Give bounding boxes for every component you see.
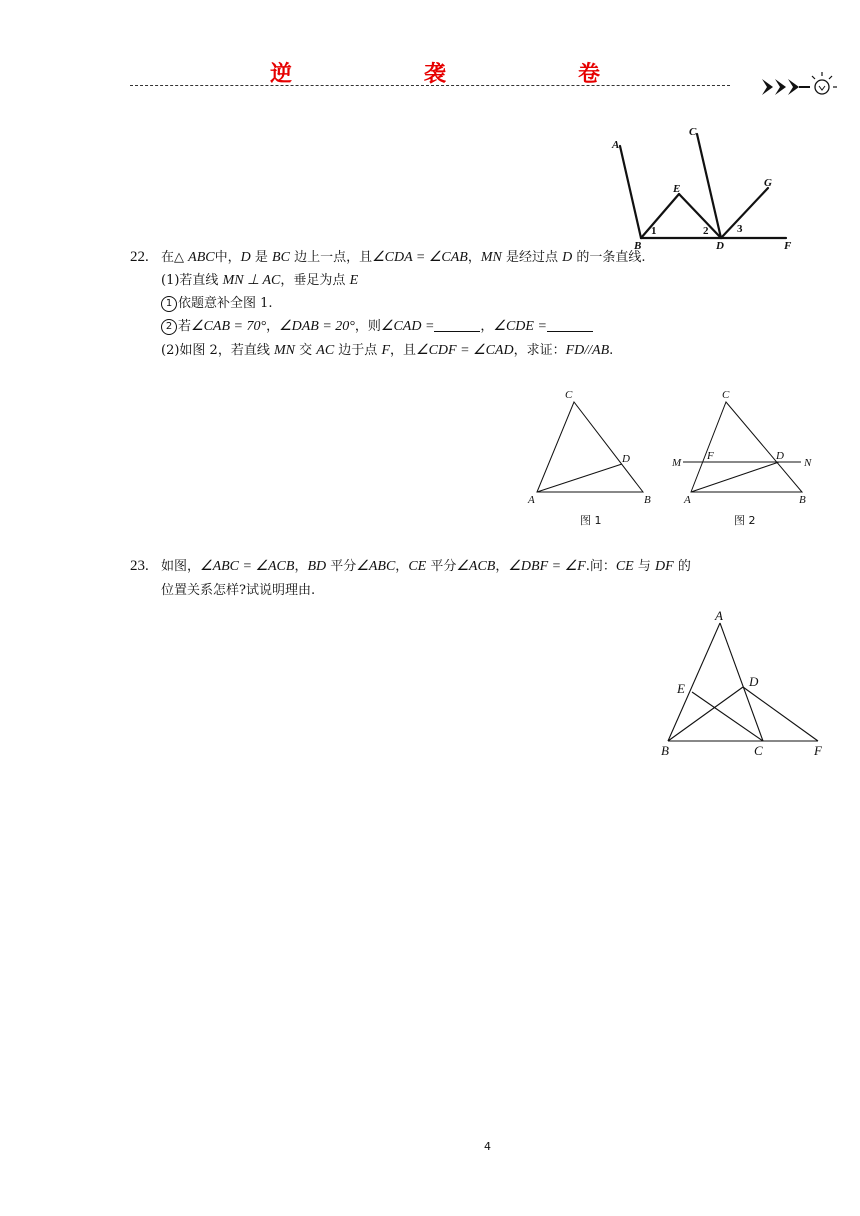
fig23-label-C: C xyxy=(754,743,763,758)
fig1-label-A: A xyxy=(528,494,535,506)
figure-q23 xyxy=(656,606,836,764)
q22-number: 22. xyxy=(130,249,149,265)
q22-l1-c: ABC xyxy=(188,250,215,265)
q22-p2-c: 交 xyxy=(299,343,313,358)
q23-line2: 位置关系怎样?试说明理由. xyxy=(161,583,316,598)
q22-l1-e: D xyxy=(240,250,251,265)
fig-top-label-F: F xyxy=(784,240,792,252)
page-number: 4 xyxy=(484,1140,491,1153)
q22-p2-g: ，且 xyxy=(390,343,417,358)
q22-p1-b: MN ⊥ AC xyxy=(222,273,281,288)
q22-p2-f: F xyxy=(381,343,391,358)
fig-top-label-1: 1 xyxy=(651,225,657,237)
header-title xyxy=(270,57,600,88)
q22-l1-h: 边上一点，且 xyxy=(294,250,373,265)
fig1-label-B: B xyxy=(644,494,651,506)
q22-line1 xyxy=(161,247,646,269)
fig23-label-A: A xyxy=(715,608,723,623)
q22-sub1 xyxy=(161,293,273,315)
q22-p2-i: ，求证： xyxy=(513,343,566,358)
fig1-label-C: C xyxy=(565,389,573,401)
q22-p1-a: (1)若直线 xyxy=(161,273,219,288)
q23-line1 xyxy=(161,556,691,578)
q23-l1-o: 与 xyxy=(637,559,651,574)
q22-part1 xyxy=(161,270,358,292)
q22-s2-c: ， xyxy=(266,319,280,334)
q22-l1-d: 中， xyxy=(214,250,241,265)
q23-number: 23. xyxy=(130,558,149,574)
fig-top-label-2: 2 xyxy=(703,225,709,237)
figure-1 xyxy=(520,383,660,531)
q22-l1-f: 是 xyxy=(254,250,268,265)
fig23-label-D: D xyxy=(749,674,759,689)
q23-l1-b: ∠ABC = ∠ACB xyxy=(200,559,295,574)
fig23-label-B: B xyxy=(661,743,669,758)
header-char-3: 卷 xyxy=(577,62,600,87)
fig1-caption: 图 1 xyxy=(580,514,602,527)
fig2-label-C: C xyxy=(722,389,730,401)
circled-number-2: 2 xyxy=(161,319,177,335)
q23-l1-j: ∠ACB xyxy=(456,559,496,574)
q22-s2-h: ∠CDE = xyxy=(493,319,547,334)
q23-l1-p: DF xyxy=(655,559,674,574)
q22-l1-n: 的一条直线. xyxy=(576,250,646,265)
fig2-label-F: F xyxy=(707,450,714,462)
q23-l1-h: CE xyxy=(408,559,427,574)
fig2-caption: 图 2 xyxy=(734,514,756,527)
q22-l1-j: ， xyxy=(467,250,481,265)
q22-p2-a: (2)如图 2，若直线 xyxy=(161,343,270,358)
q22-l1-g: BC xyxy=(272,250,290,265)
q22-sub1-text: 依题意补全图 1. xyxy=(178,296,273,311)
q22-part2 xyxy=(161,340,613,362)
q22-s2-f: ∠CAD = xyxy=(380,319,435,334)
q23-l1-a: 如图， xyxy=(161,559,201,574)
q23-l1-k: ， xyxy=(495,559,509,574)
q22-s2-g: ， xyxy=(480,319,494,334)
fig-top-label-D: D xyxy=(716,240,724,252)
header-char-2: 袭 xyxy=(423,62,446,87)
q22-s2-b: ∠CAB = 70° xyxy=(191,319,267,334)
fig2-label-D: D xyxy=(776,450,784,462)
q23-l1-m: .问： xyxy=(585,559,616,574)
q22-l1-a: 在 xyxy=(161,250,175,265)
fig2-label-M: M xyxy=(672,457,682,469)
fig23-label-F: F xyxy=(814,743,822,758)
q22-p2-h: ∠CDF = ∠CAD xyxy=(416,343,514,358)
q22-p2-k: . xyxy=(609,343,614,358)
fig-top-label-3: 3 xyxy=(737,223,743,235)
q23-l1-i: 平分 xyxy=(430,559,457,574)
q22-sub2 xyxy=(161,316,593,338)
q22-l1-k: MN xyxy=(480,250,502,265)
fig2-label-B: B xyxy=(799,494,806,506)
fig-top-label-E: E xyxy=(673,183,681,195)
q22-p1-d: E xyxy=(349,273,359,288)
q22-l1-m: D xyxy=(562,250,573,265)
q22-s2-d: ∠DAB = 20° xyxy=(279,319,355,334)
q23-l1-d: BD xyxy=(307,559,327,574)
header-divider xyxy=(130,85,730,86)
fig23-label-E: E xyxy=(677,681,685,696)
q23-l1-c: ， xyxy=(294,559,308,574)
q22-l1-l: 是经过点 xyxy=(506,250,559,265)
figure-2 xyxy=(668,383,828,531)
q22-triangle-symbol: △ xyxy=(174,250,185,265)
fig2-label-A: A xyxy=(684,494,691,506)
q23-l1-q: 的 xyxy=(677,559,691,574)
fig-top-label-A: A xyxy=(612,139,620,151)
circled-number-1: 1 xyxy=(161,296,177,312)
q23-l1-e: 平分 xyxy=(330,559,357,574)
q22-l1-i: ∠CDA = ∠CAB xyxy=(372,250,468,265)
q22-s2-e: ，则 xyxy=(354,319,381,334)
q22-p1-c: ，垂足为点 xyxy=(280,273,346,288)
q22-p2-e: 边于点 xyxy=(338,343,378,358)
arrows-lightbulb-icon xyxy=(760,70,840,104)
q22-p2-j: FD//AB xyxy=(565,343,610,358)
fig1-label-D: D xyxy=(622,453,630,465)
fig-top-label-C: C xyxy=(689,126,697,138)
fig2-label-N: N xyxy=(804,457,812,469)
q22-s2-a: 若 xyxy=(178,319,192,334)
answer-blank-cad[interactable] xyxy=(434,317,480,332)
q23-l1-g: ， xyxy=(395,559,409,574)
answer-blank-cde[interactable] xyxy=(547,317,593,332)
fig-top-label-B: B xyxy=(634,240,642,252)
q23-l1-l: ∠DBF = ∠F xyxy=(508,559,586,574)
q23-l1-f: ∠ABC xyxy=(356,559,396,574)
q23-l1-n: CE xyxy=(615,559,634,574)
header-char-1: 逆 xyxy=(270,62,293,87)
fig-top-label-G: G xyxy=(764,177,772,189)
q22-p2-b: MN xyxy=(273,343,295,358)
q22-p2-d: AC xyxy=(316,343,335,358)
top-figure xyxy=(606,124,796,252)
